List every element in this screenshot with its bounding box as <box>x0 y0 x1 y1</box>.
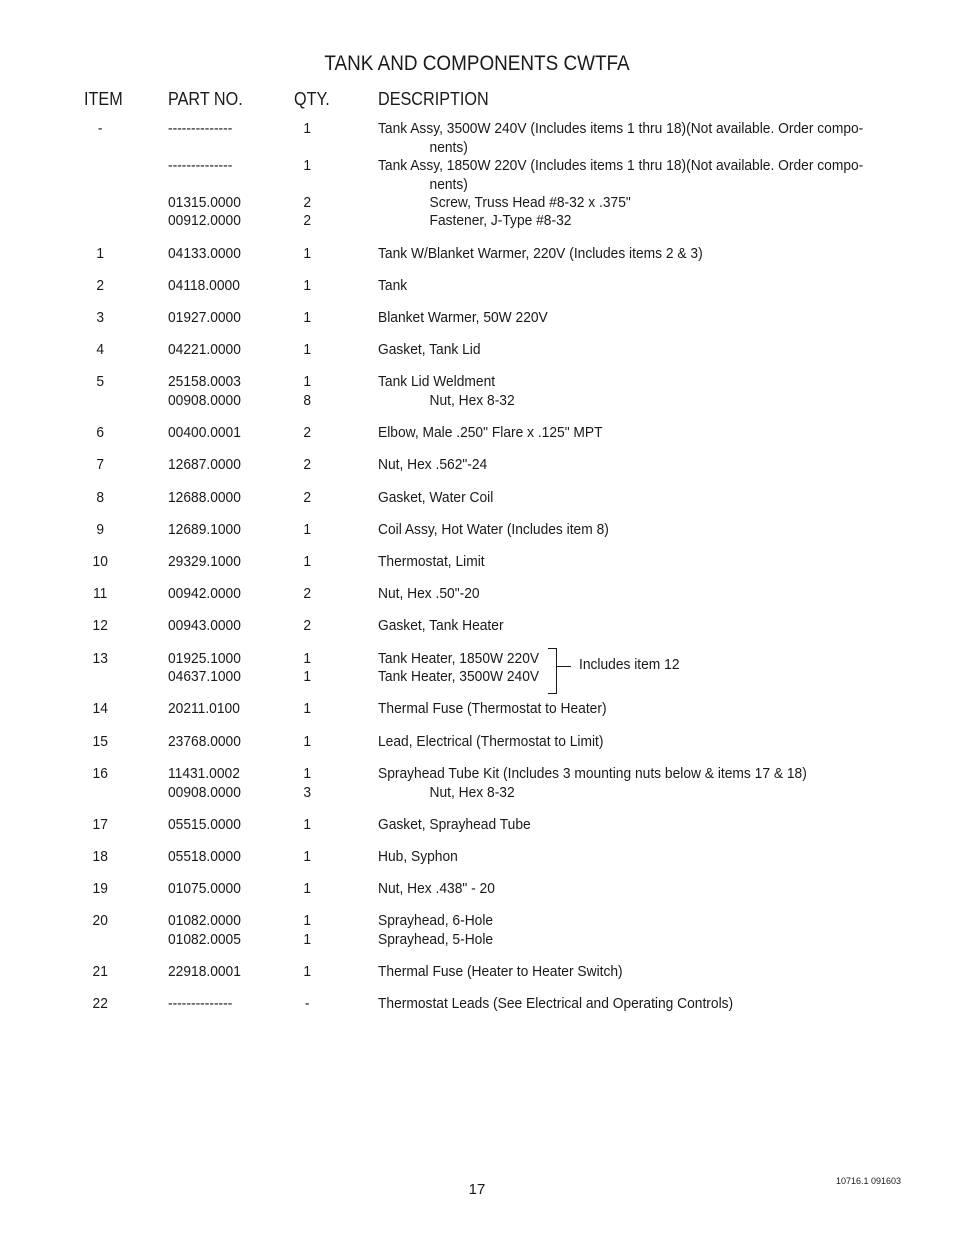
quantity: 1 <box>303 765 312 782</box>
item-number: 1 <box>96 245 105 262</box>
description <box>378 585 480 604</box>
part-number: 00908.0000 <box>168 784 241 801</box>
quantity: 1 <box>303 963 312 980</box>
item-number: 6 <box>96 424 105 441</box>
description <box>378 456 487 475</box>
item-number: 13 <box>92 650 108 667</box>
description-text: Nut, Hex .562"-24 <box>378 456 488 473</box>
part-number: 00908.0000 <box>168 392 241 409</box>
description-text: Lead, Electrical (Thermostat to Limit) <box>378 733 604 750</box>
brace-leader-line <box>557 666 571 667</box>
description <box>378 700 607 719</box>
part-number: 25158.0003 <box>168 373 241 390</box>
part-number: 05515.0000 <box>168 816 241 833</box>
header-description: DESCRIPTION <box>378 89 489 109</box>
description-text: Thermal Fuse (Thermostat to Heater) <box>378 700 607 717</box>
item-number: 22 <box>92 995 108 1012</box>
brace-bracket <box>548 648 557 694</box>
item-number: 8 <box>96 489 105 506</box>
description <box>378 424 603 443</box>
description <box>378 848 458 867</box>
quantity: 2 <box>303 424 312 441</box>
quantity: 2 <box>303 585 312 602</box>
part-number: 00912.0000 <box>168 212 241 229</box>
quantity: 2 <box>303 456 312 473</box>
description-text: Tank <box>378 277 408 294</box>
header-part-no: PART NO. <box>168 89 243 109</box>
document-code: 10716.1 091603 <box>836 1176 902 1186</box>
quantity: 1 <box>303 521 312 538</box>
quantity: 1 <box>303 880 312 897</box>
part-number: 01082.0005 <box>168 931 241 948</box>
item-number: 21 <box>92 963 108 980</box>
description-text: Elbow, Male .250" Flare x .125" MPT <box>378 424 603 441</box>
description <box>378 157 863 194</box>
quantity: 1 <box>303 373 312 390</box>
quantity: 2 <box>303 194 312 211</box>
description-text: Nut, Hex .438" - 20 <box>378 880 495 897</box>
part-number: 01315.0000 <box>168 194 241 211</box>
description-text: Nut, Hex 8-32 <box>429 784 515 801</box>
description <box>378 963 623 982</box>
description <box>378 784 515 803</box>
description <box>378 931 493 950</box>
item-number: 10 <box>92 553 108 570</box>
item-number: 17 <box>92 816 108 833</box>
quantity: 2 <box>303 489 312 506</box>
header-qty: QTY. <box>294 89 330 109</box>
description-text: Gasket, Tank Lid <box>378 341 481 358</box>
description-text: Fastener, J-Type #8-32 <box>429 212 572 229</box>
page-title: TANK AND COMPONENTS CWTFA <box>324 52 630 75</box>
item-number: 18 <box>92 848 108 865</box>
description <box>378 373 495 392</box>
page-number: 17 <box>468 1181 486 1198</box>
part-number: -------------- <box>168 157 233 174</box>
item-number: 9 <box>96 521 105 538</box>
quantity: 1 <box>303 816 312 833</box>
description-text: Sprayhead Tube Kit (Includes 3 mounting nuts below & items 17 & 18) <box>378 765 807 782</box>
part-number: 12689.1000 <box>168 521 241 538</box>
description-text: Sprayhead, 6-Hole <box>378 912 494 929</box>
description <box>378 668 539 687</box>
quantity: 1 <box>303 668 312 685</box>
part-number: 29329.1000 <box>168 553 241 570</box>
description-text: Blanket Warmer, 50W 220V <box>378 309 548 326</box>
brace-note: Includes item 12 <box>579 656 680 673</box>
item-number: 12 <box>92 617 108 634</box>
description-text: Nut, Hex 8-32 <box>429 392 515 409</box>
quantity: 1 <box>303 120 312 137</box>
description <box>378 880 495 899</box>
quantity: 1 <box>303 650 312 667</box>
quantity: 1 <box>303 733 312 750</box>
item-number: 5 <box>96 373 105 390</box>
part-number: 11431.0002 <box>168 765 240 782</box>
description <box>378 392 515 411</box>
description-text: Hub, Syphon <box>378 848 458 865</box>
description-continuation: nents) <box>429 138 468 156</box>
quantity: 2 <box>303 617 312 634</box>
description-text: Tank Lid Weldment <box>378 373 496 390</box>
item-number: 14 <box>92 700 108 717</box>
part-number: 23768.0000 <box>168 733 241 750</box>
item-number: 7 <box>96 456 105 473</box>
part-number: 05518.0000 <box>168 848 241 865</box>
header-item: ITEM <box>84 89 123 109</box>
part-number: 04133.0000 <box>168 245 241 262</box>
item-number: 3 <box>96 309 105 326</box>
description-text: Sprayhead, 5-Hole <box>378 931 494 948</box>
quantity: 1 <box>303 245 312 262</box>
item-number: 11 <box>93 585 108 602</box>
description <box>378 553 485 572</box>
description <box>378 816 531 835</box>
quantity: 8 <box>303 392 312 409</box>
description <box>378 341 481 360</box>
description-text: Gasket, Tank Heater <box>378 617 504 634</box>
description-text: Tank Heater, 1850W 220V <box>378 650 540 667</box>
description-text: Gasket, Sprayhead Tube <box>378 816 531 833</box>
item-number: 4 <box>96 341 105 358</box>
part-number: 20211.0100 <box>168 700 240 717</box>
part-number: 04118.0000 <box>168 277 240 294</box>
description <box>378 650 539 669</box>
description-text: Tank Assy, 1850W 220V (Includes items 1 thru 18)(Not available. Order compo- <box>378 157 864 174</box>
description <box>378 212 571 231</box>
item-number: 2 <box>96 277 105 294</box>
description <box>378 733 603 752</box>
description-text: Gasket, Water Coil <box>378 489 494 506</box>
quantity: 1 <box>303 700 312 717</box>
description <box>378 245 703 264</box>
description <box>378 194 631 213</box>
description-text: Screw, Truss Head #8-32 x .375" <box>429 194 631 211</box>
quantity: 1 <box>303 277 312 294</box>
part-number: 22918.0001 <box>168 963 241 980</box>
description-text: Thermostat, Limit <box>378 553 485 570</box>
part-number: 04221.0000 <box>168 341 241 358</box>
part-number: 12688.0000 <box>168 489 241 506</box>
description <box>378 309 548 328</box>
part-number: -------------- <box>168 120 233 137</box>
part-number: 01927.0000 <box>168 309 241 326</box>
part-number: 01082.0000 <box>168 912 241 929</box>
description <box>378 912 493 931</box>
item-number: 15 <box>92 733 108 750</box>
part-number: 00400.0001 <box>168 424 241 441</box>
description-text: Coil Assy, Hot Water (Includes item 8) <box>378 521 609 538</box>
quantity: 1 <box>303 912 312 929</box>
part-number: 00943.0000 <box>168 617 241 634</box>
item-number: 20 <box>92 912 108 929</box>
part-number: 04637.1000 <box>168 668 241 685</box>
description-text: Tank Assy, 3500W 240V (Includes items 1 thru 18)(Not available. Order compo- <box>378 120 864 137</box>
quantity: 2 <box>303 212 312 229</box>
description <box>378 521 609 540</box>
description-text: Tank Heater, 3500W 240V <box>378 668 540 685</box>
description-text: Thermal Fuse (Heater to Heater Switch) <box>378 963 623 980</box>
quantity: 1 <box>303 553 312 570</box>
description <box>378 995 733 1014</box>
part-number: 00942.0000 <box>168 585 241 602</box>
quantity: 1 <box>303 848 312 865</box>
part-number: 12687.0000 <box>168 456 241 473</box>
item-number: 19 <box>92 880 108 897</box>
quantity: 1 <box>303 309 312 326</box>
item-number: 16 <box>92 765 108 782</box>
description-text: Tank W/Blanket Warmer, 220V (Includes items 2 & 3) <box>378 245 703 262</box>
part-number: 01075.0000 <box>168 880 241 897</box>
part-number: 01925.1000 <box>168 650 241 667</box>
description <box>378 617 504 636</box>
description-continuation: nents) <box>429 175 468 193</box>
item-number: - <box>97 120 103 137</box>
part-number: -------------- <box>168 995 233 1012</box>
quantity: 1 <box>303 931 312 948</box>
description-text: Thermostat Leads (See Electrical and Operating Controls) <box>378 995 734 1012</box>
description-text: Nut, Hex .50"-20 <box>378 585 480 602</box>
description <box>378 765 807 784</box>
quantity: 1 <box>303 341 312 358</box>
quantity: 3 <box>303 784 312 801</box>
quantity: 1 <box>303 157 312 174</box>
description <box>378 120 863 157</box>
description <box>378 489 493 508</box>
quantity: - <box>304 995 310 1012</box>
description <box>378 277 407 296</box>
